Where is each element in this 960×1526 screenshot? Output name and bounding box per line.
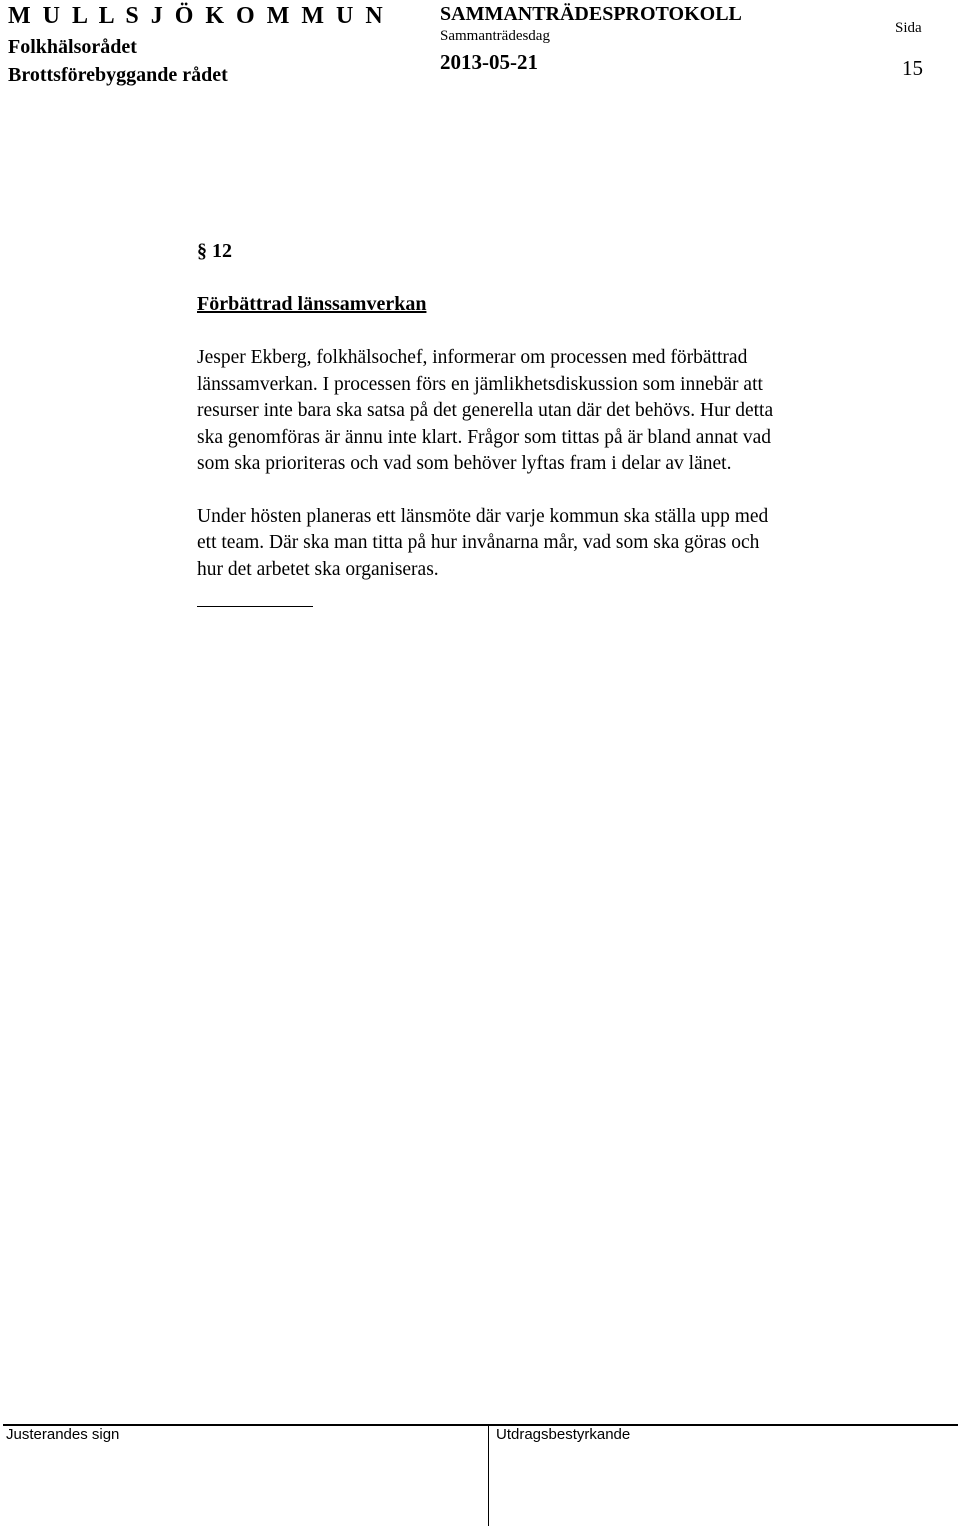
footer-rule bbox=[3, 1424, 958, 1426]
meeting-date: 2013-05-21 bbox=[440, 50, 538, 74]
text-line: resurser inte bara ska satsa på det generella utan där det behövs. Hur detta bbox=[197, 400, 774, 421]
text-line: Under hösten planeras ett länsmöte där varje kommun ska ställa upp med bbox=[197, 505, 769, 527]
text-line: länssamverkan. I processen förs en jämlikhetsdiskussion som innebär att bbox=[197, 373, 763, 395]
page-number: 15 bbox=[902, 56, 923, 80]
text-line: Jesper Ekberg, folkhälsochef, informerar om processen med förbättrad bbox=[197, 347, 748, 368]
body-paragraph bbox=[197, 504, 917, 584]
section-body bbox=[197, 345, 917, 609]
board-name-2: Brottsförebyggande rådet bbox=[8, 64, 228, 86]
body-paragraph bbox=[197, 345, 917, 478]
text-line: ska genomföras är ännu inte klart. Frågor som tittas på är bland annat vad bbox=[197, 426, 771, 448]
board-name-1: Folkhälsorådet bbox=[8, 36, 137, 58]
text-line: ett team. Där ska man titta på hur invånarna mår, vad som ska göras och bbox=[197, 532, 760, 553]
text-line: hur det arbetet ska organiseras. bbox=[197, 558, 439, 580]
extract-certification-label: Utdragsbestyrkande bbox=[496, 1426, 631, 1443]
section-end-rule bbox=[197, 606, 313, 607]
municipality-name: M U L L S J Ö K O M M U N bbox=[8, 3, 386, 29]
meeting-date-label: Sammanträdesdag bbox=[440, 28, 550, 44]
adjuster-signature-label: Justerandes sign bbox=[6, 1426, 120, 1443]
page-label: Sida bbox=[895, 20, 922, 36]
protocol-title: SAMMANTRÄDESPROTOKOLL bbox=[440, 3, 742, 25]
paragraph-number: § 12 bbox=[197, 240, 232, 262]
text-line: som ska prioriteras och vad som behöver lyftas fram i delar av länet. bbox=[197, 453, 732, 474]
section-title: Förbättrad länssamverkan bbox=[197, 293, 427, 315]
footer-divider bbox=[488, 1425, 489, 1526]
